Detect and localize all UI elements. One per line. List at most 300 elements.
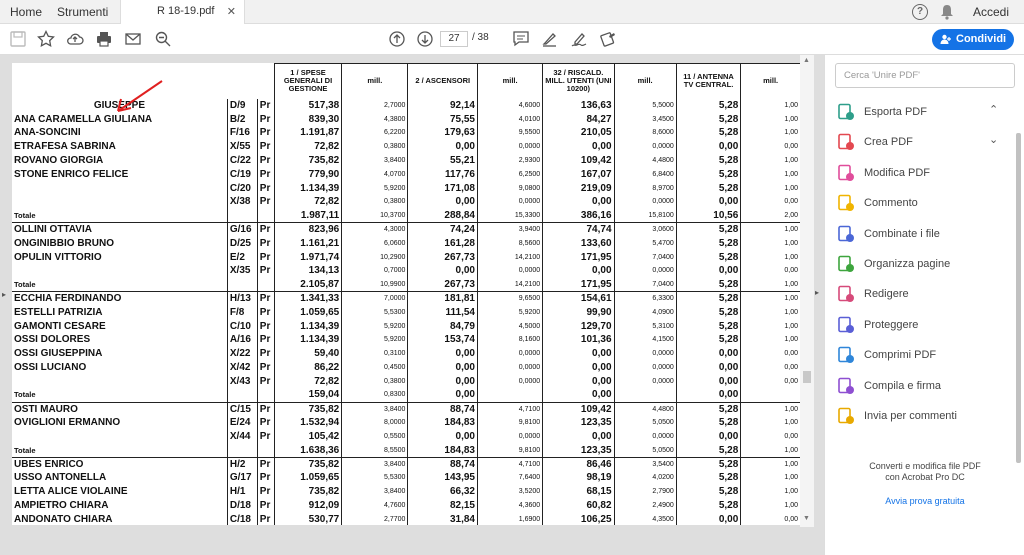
table-cell: 5,28: [676, 499, 741, 513]
table-header-cell: mill.: [342, 64, 408, 99]
table-cell: 5,28: [676, 485, 741, 499]
table-cell: 1,00: [741, 402, 800, 416]
table-cell: 1,00: [741, 167, 800, 181]
table-cell: OLLINI OTTAVIA: [14, 224, 92, 236]
total-row: [12, 443, 800, 457]
table-cell: 0,00: [676, 374, 741, 388]
table-row: [12, 319, 800, 333]
table-cell: 0,0000: [477, 361, 542, 375]
table-row: [12, 485, 800, 499]
table-cell: 5,0500: [614, 416, 676, 430]
tool-organize-pages[interactable]: [825, 251, 1011, 277]
free-trial-link[interactable]: Avvia prova gratuita: [885, 496, 965, 506]
total-row: [12, 209, 800, 223]
table-cell: 15,3300: [477, 209, 542, 223]
table-cell: 74,24: [408, 223, 478, 237]
table-cell: [741, 388, 800, 402]
table-cell: 1,00: [741, 181, 800, 195]
table-cell: 1,00: [741, 236, 800, 250]
table-cell: 109,42: [543, 154, 614, 168]
table-cell: [614, 388, 676, 402]
total-row: [12, 388, 800, 402]
table-cell: 4,3600: [477, 499, 542, 513]
table-cell: 59,40: [274, 347, 341, 361]
table-cell: H/1: [227, 485, 257, 499]
document-tab-title: R 18-19.pdf: [157, 5, 215, 17]
table-cell: 5,28: [676, 319, 741, 333]
table-cell: 1.134,39: [274, 319, 341, 333]
table-cell: 171,95: [543, 250, 614, 264]
tool-export-pdf[interactable]: [825, 99, 1011, 125]
table-cell: 0,00: [408, 361, 478, 375]
table-cell: 6,2500: [477, 167, 542, 181]
table-cell: 98,19: [543, 471, 614, 485]
table-row: [12, 512, 800, 525]
promo-line-1: Converti e modifica file PDF: [869, 461, 981, 471]
table-cell: H/13: [227, 292, 257, 306]
table-cell: 86,46: [543, 457, 614, 471]
table-cell: ANDONATO CHIARA: [14, 513, 113, 525]
chevron-down-icon[interactable]: ⌄: [989, 134, 999, 147]
table-cell: 5,28: [676, 112, 741, 126]
table-cell: 9,8100: [477, 416, 542, 430]
table-cell: 517,38: [274, 99, 341, 113]
table-cell: 4,6000: [477, 99, 542, 113]
table-cell: 0,00: [408, 140, 478, 154]
table-cell: 171,08: [408, 181, 478, 195]
tools-search-input[interactable]: Cerca 'Unire PDF': [835, 63, 1015, 88]
table-cell: OSSI LUCIANO: [14, 362, 87, 374]
table-cell: 530,77: [274, 512, 341, 525]
table-header-cell: mill.: [741, 64, 800, 99]
table-cell: 735,82: [274, 457, 341, 471]
table-cell: 735,82: [274, 154, 341, 168]
table-cell: 0,00: [408, 374, 478, 388]
table-cell: 4,4800: [614, 154, 676, 168]
table-cell: 0,00: [741, 512, 800, 525]
tool-fill-sign[interactable]: [825, 373, 1011, 399]
table-cell: USSO ANTONELLA: [14, 472, 107, 484]
table-cell: Pr: [257, 223, 274, 237]
table-cell: 0,3800: [342, 374, 408, 388]
tool-compress-pdf[interactable]: [825, 342, 1011, 368]
page-number-input[interactable]: 27: [440, 31, 468, 47]
table-cell: 0,00: [408, 195, 478, 209]
table-cell: 0,00: [676, 512, 741, 525]
table-cell: 5,28: [676, 154, 741, 168]
tool-send-for-comments[interactable]: [825, 403, 1011, 429]
table-cell: 101,36: [543, 333, 614, 347]
tool-comment[interactable]: [825, 190, 1011, 216]
table-cell: 9,6500: [477, 292, 542, 306]
table-cell: 159,04: [274, 388, 341, 402]
table-cell: 161,28: [408, 236, 478, 250]
tool-label: Compila e firma: [864, 379, 942, 392]
export-pdf-icon: [837, 103, 855, 121]
pdf-page: [12, 63, 800, 525]
table-cell: 0,00: [543, 374, 614, 388]
table-cell: 0,00: [741, 361, 800, 375]
table-cell: 3,9400: [477, 223, 542, 237]
table-cell: 8,6000: [614, 126, 676, 140]
table-cell: G/17: [227, 471, 257, 485]
table-cell: 5,28: [676, 305, 741, 319]
table-cell: 0,0000: [477, 264, 542, 278]
table-cell: 5,9200: [342, 181, 408, 195]
table-cell: GAMONTI CESARE: [14, 320, 106, 332]
table-cell: Pr: [257, 402, 274, 416]
home-menu-item[interactable]: Home: [10, 5, 43, 19]
table-cell: 0,00: [408, 388, 478, 402]
table-cell: F/16: [227, 126, 257, 140]
table-cell: 2,9300: [477, 154, 542, 168]
fill-form-icon[interactable]: [599, 30, 617, 48]
table-cell: X/35: [227, 264, 257, 278]
table-cell: 4,7100: [477, 402, 542, 416]
table-cell: 0,00: [741, 140, 800, 154]
table-cell: 6,3300: [614, 292, 676, 306]
table-cell: 153,74: [408, 333, 478, 347]
table-cell: 10,3700: [342, 209, 408, 223]
table-cell: Pr: [257, 292, 274, 306]
table-cell: Pr: [257, 140, 274, 154]
table-header-cell: 32 / RISCALD. MILL. UTENTI (UNI 10200): [543, 64, 614, 99]
total-row: [12, 278, 800, 292]
table-cell: 60,82: [543, 499, 614, 513]
table-cell: Pr: [257, 457, 274, 471]
table-cell: 1,00: [741, 443, 800, 457]
table-cell: 0,7000: [342, 264, 408, 278]
table-cell: [12, 181, 227, 195]
tool-label: Invia per commenti: [864, 410, 957, 422]
table-cell: 1,00: [741, 126, 800, 140]
upload-cloud-icon[interactable]: [66, 30, 84, 48]
table-cell: 84,79: [408, 319, 478, 333]
table-cell: 8,0000: [342, 416, 408, 430]
comment-icon[interactable]: [512, 30, 530, 48]
table-cell: 0,0000: [614, 361, 676, 375]
table-cell: 0,0000: [477, 430, 542, 444]
fill-sign-icon: [837, 377, 855, 395]
tools-scrollbar-thumb[interactable]: [1016, 133, 1021, 463]
bookmark-star-icon[interactable]: [37, 30, 55, 48]
table-cell: Pr: [257, 264, 274, 278]
table-cell: 5,28: [676, 471, 741, 485]
table-cell: 4,3800: [342, 112, 408, 126]
organize-pages-icon: [837, 255, 855, 273]
tool-label: Redigere: [864, 288, 909, 301]
table-cell: 106,25: [543, 512, 614, 525]
table-cell: [257, 278, 274, 292]
table-row: [12, 154, 800, 168]
table-row: [12, 361, 800, 375]
tools-menu-item[interactable]: Strumenti: [57, 5, 109, 19]
table-cell: 154,61: [543, 292, 614, 306]
right-panel-toggle-icon[interactable]: ▸: [815, 288, 820, 297]
table-cell: 9,8100: [477, 443, 542, 457]
table-cell: 5,5000: [614, 99, 676, 113]
tool-redact[interactable]: [825, 281, 1011, 307]
table-cell: 0,00: [543, 361, 614, 375]
tool-label: Proteggere: [864, 318, 919, 331]
table-cell: 9,0800: [477, 181, 542, 195]
email-icon[interactable]: [124, 30, 142, 48]
table-row: [12, 374, 800, 388]
table-cell: 0,00: [741, 264, 800, 278]
table-cell: 1,00: [741, 99, 800, 113]
table-cell: 0,5500: [342, 430, 408, 444]
table-cell: 82,15: [408, 499, 478, 513]
table-cell: OSSI DOLORES: [14, 334, 91, 346]
table-cell: 75,55: [408, 112, 478, 126]
zoom-search-icon[interactable]: [154, 30, 172, 48]
table-cell: Pr: [257, 374, 274, 388]
table-cell: 88,74: [408, 402, 478, 416]
table-cell: ANA-SONCINI: [14, 127, 81, 139]
table-cell: 9,5500: [477, 126, 542, 140]
table-cell: 7,6400: [477, 471, 542, 485]
table-cell: Pr: [257, 361, 274, 375]
table-cell: 55,21: [408, 154, 478, 168]
tool-edit-pdf[interactable]: [825, 160, 1011, 186]
table-cell: 267,73: [408, 278, 478, 292]
table-cell: 8,5500: [342, 443, 408, 457]
scroll-up-arrow-icon[interactable]: ▲: [803, 57, 810, 64]
table-cell: 1,00: [741, 485, 800, 499]
table-cell: 1,00: [741, 154, 800, 168]
table-row: [12, 471, 800, 485]
login-button[interactable]: Accedi: [973, 5, 1010, 19]
bell-icon[interactable]: [940, 4, 954, 20]
save-icon[interactable]: [9, 30, 27, 48]
table-cell: 1.987,11: [274, 209, 341, 223]
table-cell: X/38: [227, 195, 257, 209]
table-cell: 912,09: [274, 499, 341, 513]
table-cell: [12, 195, 227, 209]
table-cell: 5,5300: [342, 305, 408, 319]
table-cell: Pr: [257, 250, 274, 264]
table-cell: X/55: [227, 140, 257, 154]
tool-label: Crea PDF: [864, 136, 913, 149]
tool-protect[interactable]: [825, 312, 1011, 338]
table-cell: 0,0000: [477, 347, 542, 361]
table-cell: 5,5300: [342, 471, 408, 485]
table-cell: 2,00: [741, 209, 800, 223]
table-cell: 4,7100: [477, 457, 542, 471]
table-cell: 4,4800: [614, 402, 676, 416]
table-cell: 386,16: [543, 209, 614, 223]
tool-combine-files[interactable]: [825, 221, 1011, 247]
table-cell: 0,00: [741, 347, 800, 361]
table-cell: 1,00: [741, 223, 800, 237]
table-cell: 5,28: [676, 250, 741, 264]
table-cell: 210,05: [543, 126, 614, 140]
print-icon[interactable]: [95, 30, 113, 48]
table-cell: Pr: [257, 333, 274, 347]
table-cell: ESTELLI PATRIZIA: [14, 306, 103, 318]
promo-line-2: con Acrobat Pro DC: [885, 472, 965, 482]
table-cell: 5,28: [676, 181, 741, 195]
tool-create-pdf[interactable]: [825, 129, 1011, 155]
table-row: [12, 416, 800, 430]
table-cell: 5,9200: [477, 305, 542, 319]
table-cell: 1,00: [741, 319, 800, 333]
table-cell: Pr: [257, 430, 274, 444]
table-cell: 2,7900: [614, 485, 676, 499]
table-header-cell: 2 / ASCENSORI: [408, 64, 478, 99]
table-cell: 0,0000: [614, 140, 676, 154]
table-cell: Pr: [257, 99, 274, 113]
chevron-up-icon[interactable]: ⌃: [989, 104, 999, 116]
table-cell: 31,84: [408, 512, 478, 525]
table-row: [12, 167, 800, 181]
table-cell: 0,3100: [342, 347, 408, 361]
table-cell: 0,3800: [342, 140, 408, 154]
help-icon[interactable]: ?: [912, 4, 928, 20]
table-cell: 5,28: [676, 402, 741, 416]
table-cell: 72,82: [274, 195, 341, 209]
table-cell: 3,8400: [342, 457, 408, 471]
scroll-down-arrow-icon[interactable]: ▼: [803, 515, 810, 522]
table-cell: 5,4700: [614, 236, 676, 250]
table-cell: AMPIETRO CHIARA: [14, 500, 109, 511]
table-cell: [227, 209, 257, 223]
table-cell: [257, 388, 274, 402]
document-viewer[interactable]: [0, 55, 824, 555]
table-cell: 68,15: [543, 485, 614, 499]
share-button-label: Condividi: [956, 33, 1007, 45]
table-cell: 3,8400: [342, 154, 408, 168]
document-tab[interactable]: [120, 0, 245, 24]
table-cell: [257, 209, 274, 223]
scrollbar-thumb[interactable]: [803, 371, 811, 383]
table-cell: 779,90: [274, 167, 341, 181]
table-cell: D/25: [227, 236, 257, 250]
table-cell: 15,8100: [614, 209, 676, 223]
table-cell: 267,73: [408, 250, 478, 264]
table-cell: 1.134,39: [274, 181, 341, 195]
share-button[interactable]: [932, 29, 1014, 50]
protect-icon: [837, 316, 855, 334]
table-row: [12, 457, 800, 471]
table-cell: 6,2200: [342, 126, 408, 140]
table-cell: [477, 388, 542, 402]
table-cell: 184,83: [408, 416, 478, 430]
table-cell: 184,83: [408, 443, 478, 457]
table-cell: Totale: [12, 209, 227, 223]
table-row: [12, 126, 800, 140]
table-cell: 1,00: [741, 112, 800, 126]
table-cell: D/9: [227, 99, 257, 113]
left-panel-toggle-icon[interactable]: ▸: [2, 290, 7, 299]
highlight-pen-icon[interactable]: [541, 30, 559, 48]
table-cell: ECCHIA FERDINANDO: [14, 293, 122, 305]
tools-panel: [824, 55, 1024, 555]
table-row: [12, 333, 800, 347]
tool-label: Modifica PDF: [864, 166, 931, 179]
table-cell: GIUSEPPE: [93, 99, 145, 111]
table-cell: 4,7600: [342, 499, 408, 513]
table-cell: Totale: [12, 278, 227, 292]
table-cell: Pr: [257, 319, 274, 333]
table-cell: 0,00: [676, 430, 741, 444]
sign-icon[interactable]: [570, 30, 588, 48]
table-cell: 143,95: [408, 471, 478, 485]
close-tab-icon[interactable]: ✕: [226, 6, 236, 18]
tool-label: Combinate i file: [864, 227, 940, 240]
table-cell: 0,0000: [614, 347, 676, 361]
table-cell: 1,00: [741, 457, 800, 471]
combine-files-icon: [837, 225, 855, 243]
table-cell: Totale: [12, 443, 227, 457]
table-cell: LETTA ALICE VIOLAINE: [14, 486, 128, 498]
table-cell: H/2: [227, 457, 257, 471]
table-cell: 179,63: [408, 126, 478, 140]
table-cell: 0,0000: [614, 195, 676, 209]
table-cell: ANA CARAMELLA GIULIANA: [14, 113, 153, 125]
table-cell: 7,0000: [342, 292, 408, 306]
tool-label: Comprimi PDF: [864, 349, 937, 362]
table-cell: 1.341,33: [274, 292, 341, 306]
table-cell: 0,00: [676, 140, 741, 154]
table-cell: 84,27: [543, 112, 614, 126]
table-cell: 6,0600: [342, 236, 408, 250]
table-cell: 4,0700: [342, 167, 408, 181]
table-cell: 72,82: [274, 374, 341, 388]
table-cell: [227, 388, 257, 402]
table-cell: [12, 374, 227, 388]
tools-panel-scrollbar[interactable]: [1013, 85, 1023, 445]
next-page-icon[interactable]: [416, 30, 434, 48]
previous-page-icon[interactable]: [388, 30, 406, 48]
compress-pdf-icon: [837, 346, 855, 364]
table-cell: 74,74: [543, 223, 614, 237]
table-cell: 0,00: [543, 347, 614, 361]
table-cell: 735,82: [274, 485, 341, 499]
table-cell: 1.191,87: [274, 126, 341, 140]
table-cell: 0,00: [676, 264, 741, 278]
table-cell: 0,0000: [477, 374, 542, 388]
table-cell: Pr: [257, 347, 274, 361]
table-cell: C/15: [227, 402, 257, 416]
table-header-cell: mill.: [477, 64, 542, 99]
table-cell: [227, 443, 257, 457]
table-cell: 1.059,65: [274, 471, 341, 485]
table-cell: 219,09: [543, 181, 614, 195]
table-cell: F/8: [227, 305, 257, 319]
table-row: [12, 236, 800, 250]
tool-label: Esporta PDF: [864, 106, 927, 118]
table-cell: C/19: [227, 167, 257, 181]
tool-label: Commento: [864, 197, 918, 210]
table-cell: 5,28: [676, 292, 741, 306]
red-annotation-arrow-icon: [112, 77, 174, 117]
table-cell: Pr: [257, 126, 274, 140]
table-cell: 123,35: [543, 443, 614, 457]
document-scrollbar[interactable]: [800, 55, 814, 527]
table-cell: 0,00: [741, 430, 800, 444]
table-cell: 0,00: [543, 388, 614, 402]
table-cell: OSSI GIUSEPPINA: [14, 348, 103, 360]
table-cell: ROVANO GIORGIA: [14, 155, 104, 167]
table-cell: 99,90: [543, 305, 614, 319]
table-cell: 3,8400: [342, 485, 408, 499]
table-header-cell: 11 / ANTENNA TV CENTRAL.: [676, 64, 741, 99]
table-cell: 0,00: [676, 195, 741, 209]
table-row: [12, 264, 800, 278]
table-cell: 3,8400: [342, 402, 408, 416]
table-cell: UBES ENRICO: [14, 458, 84, 470]
